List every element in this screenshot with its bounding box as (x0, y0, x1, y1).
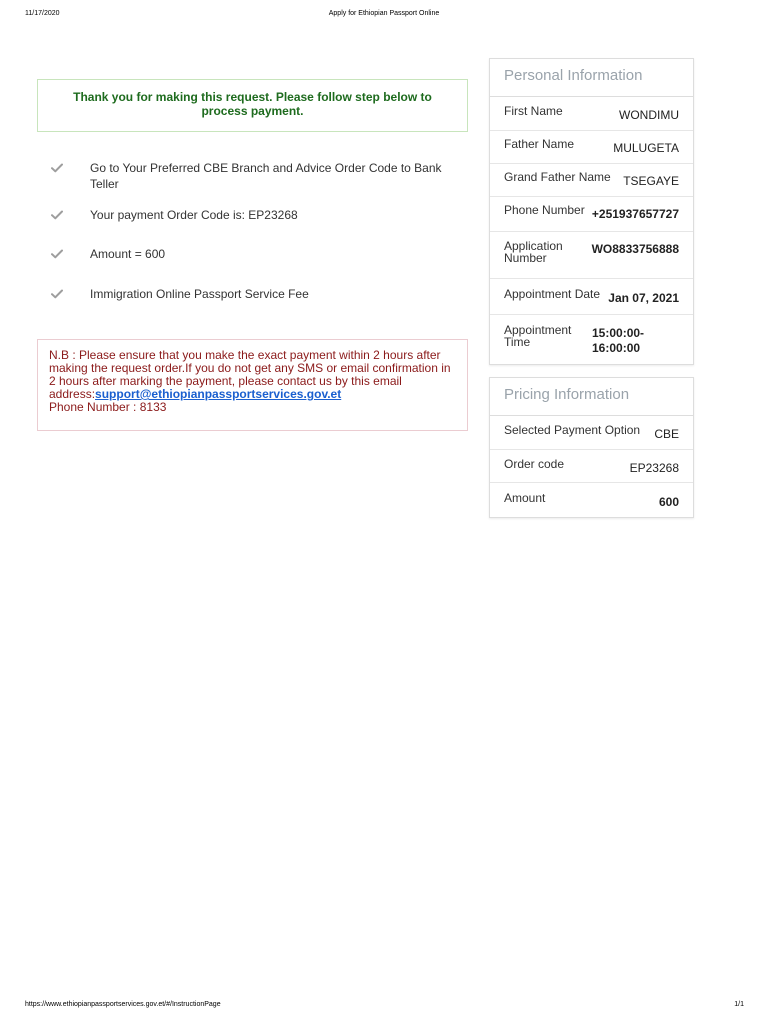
check-icon (48, 246, 66, 262)
info-label: Phone Number (504, 203, 585, 217)
personal-information-panel (489, 58, 694, 365)
pricing-row-order-code (490, 450, 693, 483)
pricing-label: Order code (504, 457, 565, 471)
check-icon (48, 207, 66, 223)
pricing-label: Selected Payment Option (504, 423, 641, 437)
step-text: Amount = 600 (90, 247, 166, 261)
info-label: First Name (504, 104, 563, 118)
success-alert-text: Thank you for making this request. Please follow step below to process payment. (73, 90, 432, 118)
print-date: 11/17/2020 (25, 10, 60, 17)
pricing-value: 600 (658, 495, 679, 509)
print-footer (0, 1001, 768, 1013)
info-row-first-name (490, 97, 693, 131)
info-row-father-name (490, 131, 693, 164)
step-item (48, 160, 458, 207)
pricing-value: CBE (654, 427, 679, 441)
info-value: TSEGAYE (623, 174, 679, 188)
pricing-label: Amount (504, 491, 546, 505)
notice-phone: Phone Number : 8133 (49, 400, 167, 414)
step-text: Go to Your Preferred CBE Branch and Advice Order Code to Bank Teller (90, 161, 442, 191)
info-row-grand-father-name (490, 164, 693, 197)
info-row-phone-number (490, 197, 693, 232)
info-value: 15:00:00-16:00:00 (592, 326, 645, 355)
print-url: https://www.ethiopianpassportservices.gov.et/#/InstructionPage (25, 1001, 221, 1008)
step-item (48, 286, 458, 316)
info-value: WO8833756888 (591, 242, 679, 256)
step-item (48, 207, 458, 246)
info-label: Appointment Time (504, 323, 572, 349)
check-icon (48, 160, 66, 176)
personal-information-heading: Personal Information (490, 59, 693, 97)
info-value: +251937657727 (591, 207, 679, 221)
pricing-value: EP23268 (629, 461, 679, 475)
pricing-information-panel (489, 377, 694, 518)
support-email-link[interactable]: support@ethiopianpassportservices.gov.et (95, 387, 342, 401)
step-item (48, 246, 458, 286)
info-label: Application Number (504, 239, 563, 265)
print-page-title: Apply for Ethiopian Passport Online (328, 10, 440, 17)
info-row-appointment-date (490, 279, 693, 315)
info-label: Father Name (504, 137, 575, 151)
pricing-row-payment-option (490, 416, 693, 450)
info-value: MULUGETA (613, 141, 679, 155)
info-label: Appointment Date (504, 287, 601, 301)
notice-text: N.B : Please ensure that you make the exact payment within 2 hours after making the request order.If you do not get any SMS or email confirmation in 2 hours after marking the payment, please contact us by this email address: (49, 348, 451, 401)
info-value: Jan 07, 2021 (608, 291, 679, 305)
check-icon (48, 286, 66, 302)
info-row-appointment-time (490, 315, 693, 363)
pricing-information-heading: Pricing Information (490, 378, 693, 416)
payment-notice-alert (37, 339, 468, 431)
info-row-application-number (490, 232, 693, 279)
payment-steps-list (48, 160, 458, 316)
print-header (0, 10, 768, 22)
info-value: WONDIMU (619, 108, 679, 122)
step-text: Your payment Order Code is: EP23268 (90, 208, 298, 222)
success-alert (37, 79, 468, 132)
print-page-count: 1/1 (734, 1001, 744, 1008)
info-label: Grand Father Name (504, 170, 611, 184)
step-text: Immigration Online Passport Service Fee (90, 287, 309, 301)
pricing-row-amount (490, 483, 693, 517)
